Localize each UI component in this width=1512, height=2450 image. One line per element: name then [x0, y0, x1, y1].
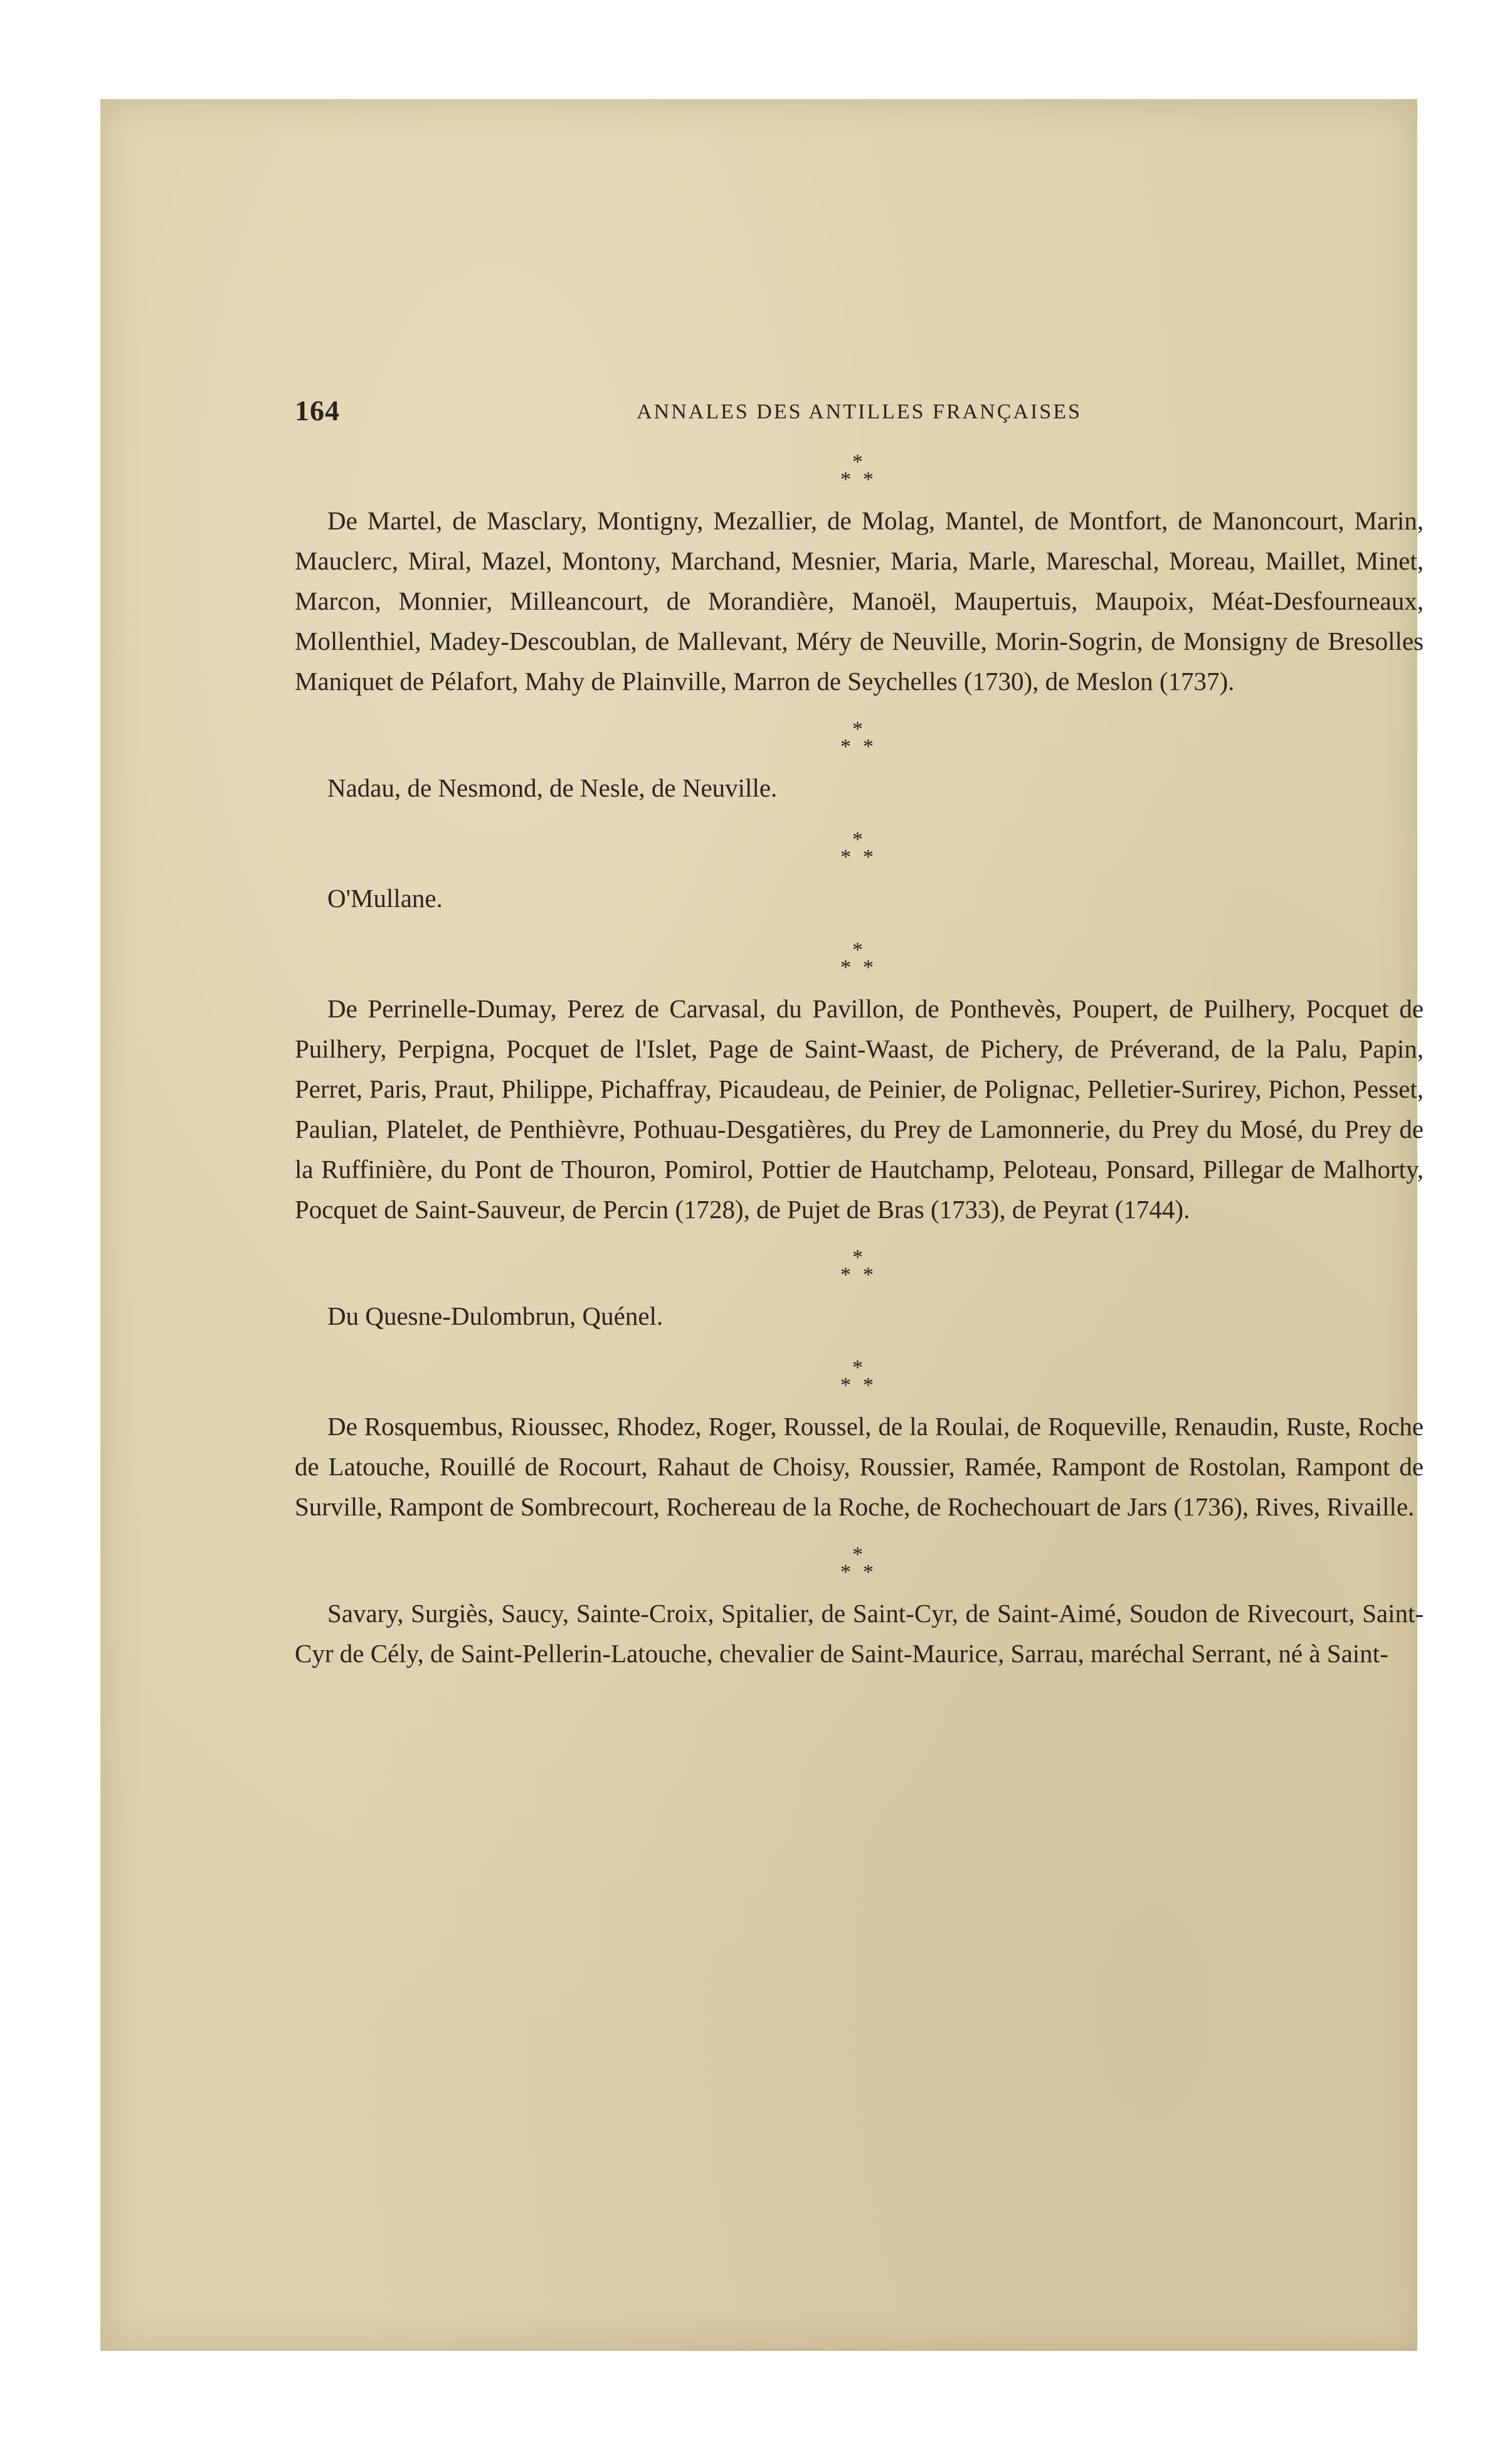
asterism-star: * — [852, 450, 863, 474]
asterism — [834, 452, 884, 493]
asterism-star: * — [863, 1561, 874, 1584]
section-m-paragraph: De Martel, de Masclary, Montigny, Mezallier, de Molag, Mantel, de Montfort, de Manoncourt, Marin, Mauclerc, Miral, Mazel, Montony, Marchand, Mesnier, Maria, Marle, Mareschal, Moreau, Maillet, Minet, Marcon, Monnier, Milleancourt, de Morandière, Manoël, Maupertuis, Maupoix, Méat-Desfourneaux, Mollenthiel, Madey-Descoublan, de Mallevant, Méry de Neuville, Morin-Sogrin, de Monsigny de Bresolles Maniquet de Pélafort, Mahy de Plainville, Marron de Seychelles (1730), de Meslon (1737). — [295, 506, 1424, 696]
asterism — [834, 829, 884, 871]
section-r-paragraph: De Rosquembus, Rioussec, Rhodez, Roger, Roussel, de la Roulai, de Roqueville, Renaudin, Ruste, Roche de Latouche, Rouillé de Rocourt, Rahaut de Choisy, Roussier, Ramée, Rampont de Rostolan, Rampont de Surville, Rampont de Sombrecourt, Rochereau de la Roche, de Rochechouart de Jars (1736), Rives, Rivaille. — [295, 1412, 1424, 1521]
page-number: 164 — [295, 395, 340, 427]
asterism-star: * — [852, 1356, 863, 1379]
asterism-star: * — [840, 735, 851, 758]
asterism — [834, 1247, 884, 1288]
asterism — [834, 719, 884, 760]
section-s-paragraph: Savary, Surgiès, Saucy, Sainte-Croix, Spitalier, de Saint-Cyr, de Saint-Aimé, Soudon de Rivecourt, Saint-Cyr de Cély, de Saint-Pellerin-Latouche, chevalier de Saint-Maurice, Sarrau, maréchal Serrant, né à Saint- — [295, 1599, 1424, 1668]
section-p-paragraph: De Perrinelle-Dumay, Perez de Carvasal, du Pavillon, de Ponthevès, Poupert, de Puilhery, Pocquet de Puilhery, Perpigna, Pocquet de l'Islet, Page de Saint-Waast, de Pichery, de Préverand, de la Palu, Papin, Perret, Paris, Praut, Philippe, Pichaffray, Picaudeau, de Peinier, de Polignac, Pelletier-Surirey, Pichon, Pesset, Paulian, Platelet, de Penthièvre, Pothuau-Desgatières, du Prey de Lamonnerie, du Prey du Mosé, du Prey de la Ruffinière, du Pont de Thouron, Pomirol, Pottier de Hautchamp, Peloteau, Ponsard, Pillegar de Malhorty, Pocquet de Saint-Sauveur, de Percin (1728), de Pujet de Bras (1733), de Peyrat (1744). — [295, 994, 1424, 1224]
running-head — [295, 394, 1424, 438]
scanned-page — [100, 99, 1424, 2351]
asterism-star: * — [840, 468, 851, 491]
section-q-paragraph: Du Quesne-Dulombrun, Quénel. — [327, 1302, 663, 1330]
section-o-paragraph: O'Mullane. — [327, 884, 443, 913]
asterism-star: * — [840, 1561, 851, 1584]
asterism-star: * — [852, 1246, 863, 1269]
asterism-star: * — [840, 846, 851, 869]
asterism-star: * — [863, 468, 874, 491]
asterism-star: * — [840, 1263, 851, 1286]
asterism-star: * — [840, 956, 851, 979]
asterism-star: * — [863, 956, 874, 979]
asterism-star: * — [863, 1263, 874, 1286]
asterism-star: * — [852, 828, 863, 851]
asterism — [834, 1357, 884, 1399]
running-title: ANNALES DES ANTILLES FRANÇAISES — [637, 400, 1082, 423]
asterism — [834, 940, 884, 981]
asterism-star: * — [852, 1543, 863, 1566]
section-n-paragraph: Nadau, de Nesmond, de Nesle, de Neuville. — [327, 773, 778, 802]
asterism-star: * — [840, 1374, 851, 1397]
asterism-star: * — [852, 938, 863, 962]
asterism-star: * — [863, 846, 874, 869]
page-content — [295, 394, 1424, 1691]
asterism-star: * — [863, 735, 874, 758]
asterism-star: * — [852, 718, 863, 741]
asterism — [834, 1544, 884, 1586]
asterism-star: * — [863, 1374, 874, 1397]
